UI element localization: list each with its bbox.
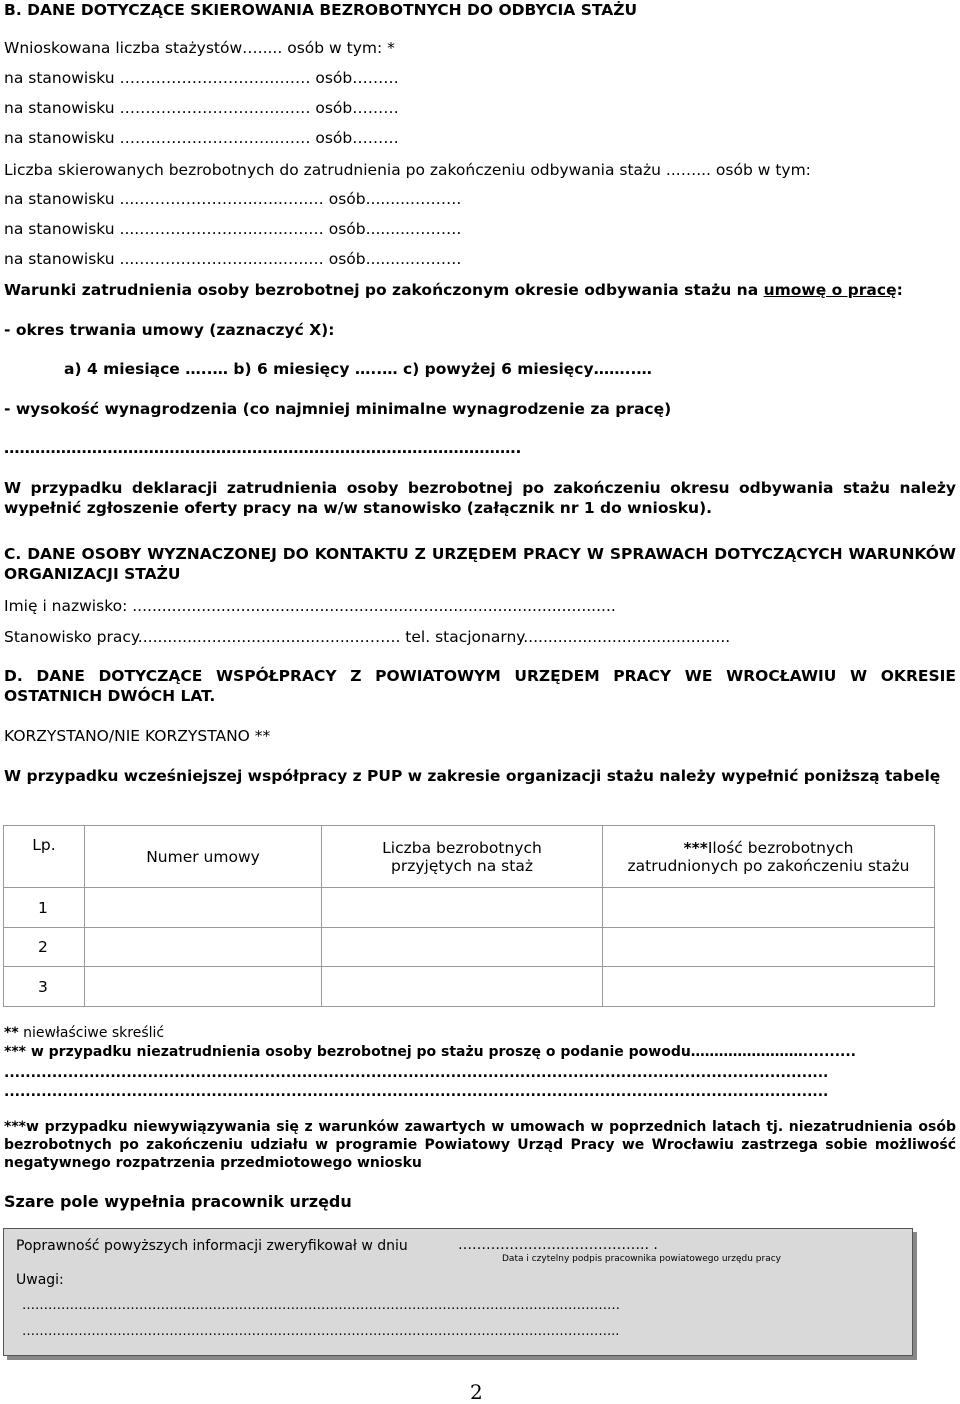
table-header-row [4, 826, 935, 888]
cell-accepted[interactable] [322, 967, 603, 1007]
remarks-line[interactable]: ………………………………………………………………………………………………………………………… [22, 1298, 620, 1313]
cooperation-status: KORZYSTANO/NIE KORZYSTANO ** [4, 727, 271, 745]
position-line: na stanowisku ………………………….…… osób……… [4, 129, 399, 147]
cell-employed[interactable] [603, 967, 935, 1007]
declaration-note: W przypadku deklaracji zatrudnienia osoby bezrobotnej po zakończeniu okresu odbywania stażu należy wypełnić zgłoszenie oferty pracy na w/w stanowisko (załącznik nr 1 do wniosku). [4, 479, 956, 517]
footnote-strike [4, 1024, 164, 1042]
warning-note: ***w przypadku niewywiązywania się z warunków zawartych w umowach w poprzednich latach tj. niezatrudnienia osób bezrobotnych po zakończeniu udziału w programie Powiatowy Urząd Pracy we Wrocławiu zastrzega sobie możliwość negatywnego rozpatrzenia przedmiotowego wniosku [4, 1119, 956, 1171]
remarks-line[interactable]: ………………………………………………………………………………………………………………………... [22, 1324, 620, 1339]
verified-date-field[interactable]: ………………………………….. . [458, 1237, 658, 1253]
conditions-contract-type: umowę o pracę [763, 281, 897, 299]
conditions-text: Warunki zatrudnienia osoby bezrobotnej po zakończonym okresie odbywania stażu na [4, 281, 764, 299]
header-contract-number: Numer umowy [85, 826, 322, 888]
header-employed-line2: zatrudnionych po zakończeniu stażu [627, 856, 910, 875]
header-employed-line1: Ilość bezrobotnych [707, 838, 854, 857]
employed-count-field: Liczba skierowanych bezrobotnych do zatrudnienia po zakończeniu odbywania stażu ...…... osób w tym: [4, 161, 811, 179]
table-row [4, 967, 935, 1007]
section-d-title: D. DANE DOTYCZĄCE WSPÓŁPRACY Z POWIATOWYM URZĘDEM PRACY WE WROCŁAWIU W OKRESIE OSTATNICH DWÓCH LAT. [4, 667, 956, 705]
cell-contract[interactable] [85, 928, 322, 967]
header-accepted-count [322, 826, 603, 888]
row-number: 1 [4, 888, 85, 928]
reason-dots-line: ........................................................................................................................................................... [4, 1084, 829, 1100]
employed-position-line: na stanowisku ....…………………..…..…..… osób.........………. [4, 220, 462, 238]
reason-dots-line: ........................................................................................................................................................... [4, 1065, 829, 1081]
cooperation-table [3, 825, 935, 1007]
office-box-heading: Szare pole wypełnia pracownik urzędu [4, 1192, 352, 1211]
cell-accepted[interactable] [322, 928, 603, 967]
cell-accepted[interactable] [322, 888, 603, 928]
header-accepted-line1: Liczba bezrobotnych [382, 838, 542, 857]
conditions-colon: : [896, 281, 903, 299]
contract-period-label: - okres trwania umowy (zaznaczyć X): [4, 321, 335, 339]
table-instruction: W przypadku wcześniejszej współpracy z PUP w zakresie organizacji stażu należy wypełnić poniższą tabelę [4, 767, 941, 785]
office-use-box [3, 1228, 913, 1356]
cell-employed[interactable] [603, 928, 935, 967]
cell-employed[interactable] [603, 888, 935, 928]
contract-period-options: a) 4 miesiące …..… b) 6 miesięcy …..… c) powyżej 6 miesięcy……..… [64, 360, 652, 378]
table-row [4, 928, 935, 967]
row-number: 2 [4, 928, 85, 967]
table-row [4, 888, 935, 928]
header-employed-stars: *** [683, 838, 708, 857]
verified-label: Poprawność powyższych informacji zweryfikował w dniu [16, 1238, 408, 1254]
header-accepted-line2: przyjętych na staż [391, 856, 533, 875]
header-lp: Lp. [4, 826, 85, 888]
requested-trainees-field: Wnioskowana liczba stażystów…..... osób w tym: * [4, 39, 395, 57]
employed-position-line: na stanowisku ....…………………..…..…..… osób.........………. [4, 250, 462, 268]
section-b-title: B. DANE DOTYCZĄCE SKIEROWANIA BEZROBOTNYCH DO ODBYCIA STAŻU [4, 1, 638, 19]
contact-name-field: Imię i nazwisko: .........................................................…...................................... [4, 597, 616, 615]
footnote-reason: *** w przypadku niezatrudnienia osoby bezrobotnej po stażu proszę o podanie powodu…………………….......... [4, 1044, 856, 1060]
footnote-stars: ** [4, 1025, 19, 1041]
salary-label: - wysokość wynagrodzenia (co najmniej minimalne wynagrodzenie za pracę) [4, 400, 672, 418]
page-number: 2 [470, 1380, 483, 1404]
footnote-text: niewłaściwe skreślić [18, 1025, 165, 1041]
contact-position-field: Stanowisko pracy.............................................…….. tel. stacjonarny.......................................... [4, 628, 731, 646]
cell-contract[interactable] [85, 888, 322, 928]
position-line: na stanowisku ………………………….…… osób……… [4, 69, 399, 87]
salary-dots: ………………………………………………………………………………………. [4, 439, 522, 457]
employed-position-line: na stanowisku ....…………………..…..…..… osób.........………. [4, 190, 462, 208]
section-c-title: C. DANE OSOBY WYZNACZONEJ DO KONTAKTU Z URZĘDEM PRACY W SPRAWACH DOTYCZĄCYCH WARUNKÓW ORGANIZACJI STAŻU [4, 545, 956, 583]
cell-contract[interactable] [85, 967, 322, 1007]
header-employed-count [603, 826, 935, 888]
signature-caption: Data i czytelny podpis pracownika powiatowego urzędu pracy [502, 1254, 781, 1264]
employment-conditions [4, 280, 903, 300]
remarks-label: Uwagi: [16, 1272, 64, 1288]
position-line: na stanowisku ………………………….…… osób……… [4, 99, 399, 117]
row-number: 3 [4, 967, 85, 1007]
